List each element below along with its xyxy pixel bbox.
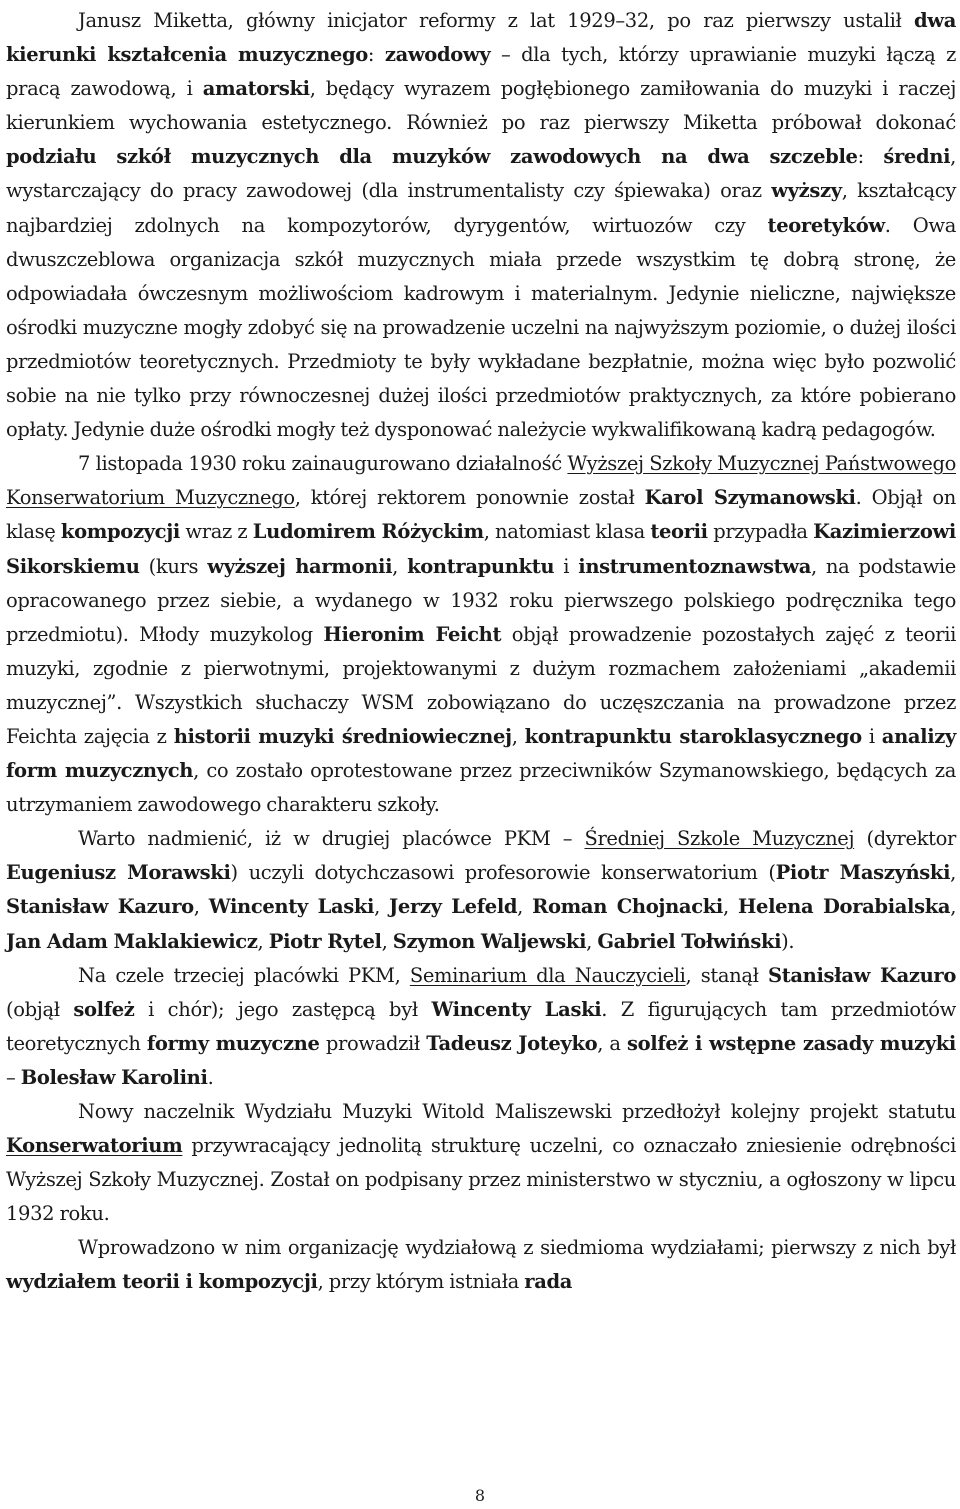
text-run: , a [597,1031,627,1055]
underlined-text: Średniej Szkole Muzycznej [584,827,855,851]
bold-text: Wincenty Laski [431,997,602,1021]
bold-text: amatorski [202,77,310,101]
text-run: wraz z [179,520,253,544]
bold-text: średni [883,145,951,169]
text-run: prowadził [319,1031,427,1055]
bold-text: analizy form muzycznych [6,724,956,783]
text-run: , [722,895,738,919]
bold-text: Piotr Rytel [268,929,382,953]
text-run: Na czele trzeciej placówki PKM, [78,963,410,987]
paragraph [6,1231,956,1299]
text-run: , [193,895,209,919]
text-run: , przy którym istniała [317,1270,525,1294]
text-run: , kształcący najbardziej zdolnych na kompozytorów, dyrygentów, wirtuozów czy [6,179,956,237]
bold-text: kontrapunktu staroklasycznego [524,724,862,748]
bold-text: dwa kierunki kształcenia muzycznego [6,9,956,67]
text-run: , na podstawie opracowanego przez siebie, a wydanego w 1932 roku pierwszego polskiego podręcznika tego przedmiotu). Młody muzykolog [6,554,956,646]
bold-underlined-text: Konserwatorium [6,1134,183,1158]
text-run: Janusz Miketta, główny inicjator reformy z lat 1929–32, po raz pierwszy ustalił [78,9,914,32]
body-text [6,4,956,1300]
text-run: , [257,929,269,953]
text-run: i [554,554,579,578]
text-run: , wystarczający do pracy zawodowej (dla instrumentalisty czy śpiewaka) oraz [6,145,956,203]
bold-text: Gabriel Tołwiński [597,929,782,953]
text-run: , natomiast klasa [483,520,651,544]
text-run: 7 listopada 1930 roku zainaugurowano działalność [78,452,568,476]
text-run: , [950,861,956,885]
bold-text: instrumentoznawstwa [578,554,811,578]
text-run: . Z figurujących tam przedmiotów teoretycznych [6,997,956,1055]
text-run: – [6,1065,21,1089]
text-run: ). [781,929,795,953]
bold-text: rada [524,1270,573,1294]
bold-text: Helena Dorabialska [737,895,951,919]
bold-text: Kazimierzowi Sikorskiemu [6,520,956,578]
bold-text: Stanisław Kazuro [6,895,194,919]
text-run: , [950,895,957,919]
paragraph [6,1095,956,1231]
text-run: przypadła [707,520,814,544]
bold-text: Hieronim Feicht [323,622,502,646]
text-run: , [381,929,393,953]
bold-text: kontrapunktu [407,554,555,578]
text-run: . Objął on klasę [6,486,957,544]
bold-text: Szymon Waljewski [392,929,587,953]
text-run: . Owa dwuszczeblowa organizacja szkół muzycznych miała przede wszystkim tę dobrą stronę, że odpowiadała ówczesnym możliwościom kadrowym i materialnym. Jedynie nieliczne, największe ośrodki muzyczne mogły zdobyć się na prowadzenie uczelni na najwyższym poziomie, o dużej ilości przedmiotów teoretycznych. Przedmioty te były wykładane bezpłatnie, można więc było pozwolić sobie na nie tylko przy równoczesnej dużej ilości przedmiotów praktycznych, za które pobierano opłaty. Jedynie duże ośrodki mogły też dysponować należycie wykwalifikowaną kadrą pedagogów. [6,213,956,442]
bold-text: Roman Chojnacki [532,895,723,919]
text-run: – dla tych, którzy uprawianie muzyki łączą z pracą zawodową, i [6,43,956,101]
text-run: przywracający jednolitą strukturę uczelni, co oznaczało zniesienie odrębności Wyższej Szkoły Muzycznej. Został on podpisany przez ministerstwo w styczniu, a ogłoszony w lipcu 1932 roku. [6,1134,956,1226]
text-run: ) uczyli dotychczasowi profesorowie konserwatorium ( [230,861,776,885]
paragraph [6,4,956,447]
text-run: i [861,724,882,748]
underlined-text: Wyższej Szkoły Muzycznej Państwowego Konserwatorium Muzycznego [6,452,957,510]
paragraph [6,822,956,958]
bold-text: teoretyków [767,213,885,237]
text-run: , [392,554,408,578]
text-run: , której rektorem ponownie został [294,486,645,510]
bold-text: podziału szkół muzycznych dla muzyków zawodowych na dwa szczeble [6,145,858,169]
bold-text: Wincenty Laski [208,895,375,919]
text-run: , stanął [685,963,768,987]
text-run: i chór); jego zastępcą był [134,997,432,1021]
bold-text: Jerzy Lefeld [389,895,518,919]
text-run: , [517,895,533,919]
text-run: Warto nadmienić, iż w drugiej placówce PKM – [78,827,585,851]
bold-text: solfeż i wstępne zasady muzyki [627,1031,956,1055]
bold-text: Bolesław Karolini [20,1065,208,1089]
bold-text: Ludomirem Różyckim [252,520,484,544]
text-run: Nowy naczelnik Wydziału Muzyki Witold Maliszewski przedłożył kolejny projekt statutu [78,1100,956,1123]
text-run: (kurs [139,554,208,578]
paragraph [6,959,956,1095]
text-run: : [367,43,385,67]
bold-text: teorii [650,520,708,544]
text-run: . [207,1065,214,1089]
bold-text: Jan Adam Maklakiewicz [6,929,258,953]
text-run: (dyrektor [854,827,956,851]
bold-text: zawodowy [384,43,491,67]
bold-text: Karol Szymanowski [644,486,856,510]
bold-text: solfeż [73,997,135,1021]
document-page [6,4,956,1300]
text-run: , co zostało oprotestowane przez przeciwników Szymanowskiego, będących za utrzymaniem zawodowego charakteru szkoły. [6,759,957,817]
bold-text: wydziałem teorii i kompozycji [6,1270,318,1294]
bold-text: kompozycji [60,520,180,544]
text-run: , [586,929,598,953]
bold-text: Tadeusz Joteyko [426,1031,598,1055]
bold-text: Piotr Maszyński [775,861,951,885]
text-run: Wprowadzono w nim organizację wydziałową z siedmioma wydziałami; pierwszy z nich był [78,1236,956,1260]
text-run: , będący wyrazem pogłębionego zamiłowania do muzyki i raczej kierunkiem wychowania estetycznego. Również po raz pierwszy Miketta próbował dokonać [6,77,957,135]
page-number: 8 [474,1486,486,1505]
underlined-text: Seminarium dla Nauczycieli [409,963,686,987]
text-run: , [374,895,390,919]
paragraph [6,447,956,822]
bold-text: wyższej harmonii [207,554,393,578]
text-run: , [511,724,525,748]
text-run: objął prowadzenie pozostałych zajęć z teorii muzyki, zgodnie z pierwotnymi, projektowanymi z dużym rozmachem założeniami „akademii muzycznej”. Wszystkich słuchaczy WSM zobowiązano do uczęszczania na prowadzone przez Feichta zajęcia z [6,622,956,748]
bold-text: Eugeniusz Morawski [6,861,231,885]
text-run: (objął [6,997,74,1021]
text-run: : [857,145,884,169]
bold-text: wyższy [771,179,842,203]
bold-text: historii muzyki średniowiecznej [173,724,512,748]
bold-text: formy muzyczne [146,1031,320,1055]
bold-text: Stanisław Kazuro [767,963,957,987]
